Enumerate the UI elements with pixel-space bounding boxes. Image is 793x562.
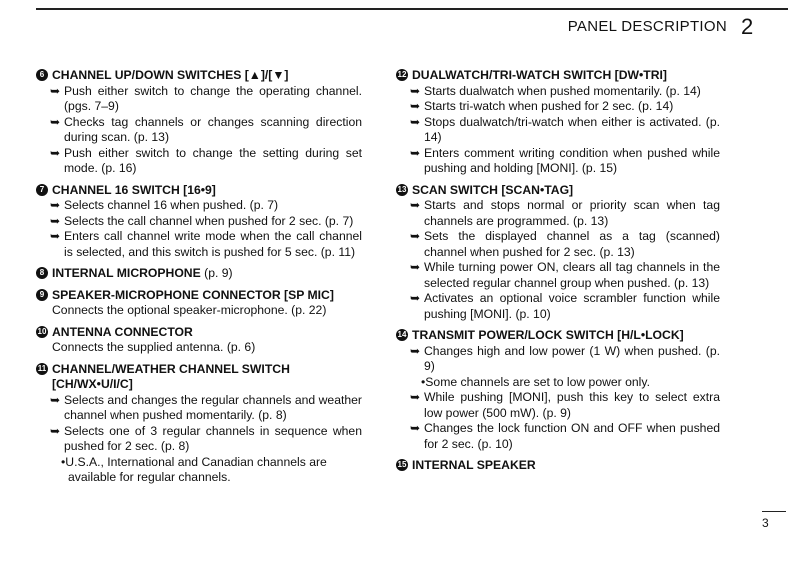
list-item: ➥ Checks tag channels or changes scanning direction during scan. (p. 13): [50, 114, 362, 144]
page-number: 3: [762, 516, 769, 530]
arrow-icon: ➥: [410, 229, 421, 243]
number-badge: 7: [36, 184, 48, 196]
arrow-icon: ➥: [410, 390, 421, 404]
arrow-icon: ➥: [410, 343, 421, 358]
section-channel-weather: [36, 362, 362, 486]
section-title: 15 INTERNAL SPEAKER: [397, 458, 536, 472]
section-title: 9 SPEAKER-MICROPHONE CONNECTOR [SP MIC]: [36, 288, 362, 304]
list-item: ➥ Push either switch to change the operating channel. (pgs. 7–9): [50, 83, 362, 113]
section-text: Connects the supplied antenna. (p. 6): [52, 340, 256, 354]
number-badge: 9: [36, 289, 48, 301]
list-item: ➥ Push either switch to change the setting during set mode. (p. 16): [50, 145, 362, 175]
page-number-rule: [762, 511, 786, 512]
section-title: 8 INTERNAL MICROPHONE (p. 9): [36, 266, 362, 282]
list-item: ➥ While pushing [MONI], push this key to select extra low power (500 mW). (p. 9): [410, 390, 720, 420]
arrow-icon: ➥: [50, 198, 61, 212]
section-title: 12 DUALWATCH/TRI-WATCH SWITCH [DW•TRI]: [397, 68, 667, 82]
section-title: 7 CHANNEL 16 SWITCH [16•9]: [36, 183, 362, 199]
section-text: Connects the optional speaker-microphone. (p. 22): [52, 303, 327, 317]
right-column: [396, 68, 720, 480]
arrow-icon: ➥: [410, 99, 421, 113]
section-title: 14 TRANSMIT POWER/LOCK SWITCH [H/L•LOCK]: [397, 328, 684, 342]
list-item: ➥ Starts dualwatch when pushed momentarily. (p. 14): [410, 83, 701, 98]
bullet-note: •Some channels are set to low power only.: [421, 374, 650, 389]
arrow-icon: ➥: [410, 260, 421, 274]
section-speaker-mic-connector: [36, 288, 362, 319]
section-transmit-power: [396, 328, 720, 452]
page-header: [567, 14, 754, 39]
section-internal-microphone: [36, 266, 362, 282]
arrow-icon: ➥: [50, 392, 61, 407]
list-item: ➥ Selects the call channel when pushed for 2 sec. (p. 7): [50, 213, 354, 228]
number-badge: 6: [36, 69, 48, 81]
number-badge: 8: [36, 267, 48, 279]
section-antenna-connector: [36, 325, 362, 356]
list-item: ➥ Selects channel 16 when pushed. (p. 7): [50, 198, 279, 212]
arrow-icon: ➥: [410, 291, 421, 305]
section-scan: [396, 183, 720, 323]
section-title-cont: [CH/WX•U/I/C]: [52, 377, 133, 391]
arrow-icon: ➥: [50, 114, 61, 129]
header-title: PANEL DESCRIPTION: [567, 18, 727, 35]
number-badge: 12: [397, 70, 407, 80]
section-dualwatch: [396, 68, 720, 177]
section-title: 13 SCAN SWITCH [SCAN•TAG]: [397, 182, 574, 197]
bullet-note: •U.S.A., International and Canadian channels are available for regular channels.: [61, 454, 327, 484]
list-item: ➥ Selects and changes the regular channels and weather channel when pushed momentarily. (p. 8): [50, 392, 362, 422]
list-item: ➥ Sets the displayed channel as a tag (scanned) channel when pushed for 2 sec. (p. 13): [410, 229, 720, 259]
arrow-icon: ➥: [50, 83, 61, 98]
arrow-icon: ➥: [50, 213, 61, 228]
list-item: ➥ Enters comment writing condition when pushed while pushing and holding [MONI]. (p. 15): [410, 145, 720, 175]
section-title: 11 CHANNEL/WEATHER CHANNEL SWITCH: [37, 361, 290, 376]
section-title: 6 CHANNEL UP/DOWN SWITCHES [▲]/[▼]: [36, 68, 362, 84]
left-column: [36, 68, 362, 492]
arrow-icon: ➥: [410, 421, 421, 435]
list-item: ➥ Changes high and low power (1 W) when pushed. (p. 9): [410, 343, 720, 373]
list-item: ➥ Changes the lock function ON and OFF when pushed for 2 sec. (p. 10): [410, 421, 720, 451]
number-badge: 15: [397, 460, 407, 470]
list-item: ➥ Starts and stops normal or priority scan when tag channels are programmed. (p. 13): [410, 198, 720, 228]
section-channel-16: [36, 183, 362, 261]
list-item: ➥ Selects one of 3 regular channels in sequence when pushed for 2 sec. (p. 8): [50, 423, 362, 453]
number-badge: 13: [397, 184, 407, 194]
arrow-icon: ➥: [410, 198, 421, 212]
chapter-number: 2: [741, 14, 754, 39]
arrow-icon: ➥: [50, 229, 61, 243]
number-badge: 11: [37, 363, 47, 373]
number-badge: 14: [397, 330, 407, 340]
arrow-icon: ➥: [50, 145, 61, 160]
list-item: ➥ While turning power ON, clears all tag channels in the selected regular channel group when pushed. (p. 13): [410, 260, 720, 290]
list-item: ➥ Activates an optional voice scrambler function while pushing [MONI]. (p. 10): [410, 291, 720, 321]
number-badge: 10: [37, 326, 47, 336]
section-channel-up-down: [36, 68, 362, 177]
arrow-icon: ➥: [410, 145, 421, 160]
arrow-icon: ➥: [50, 423, 61, 438]
list-item: ➥ Starts tri-watch when pushed for 2 sec. (p. 14): [410, 99, 674, 113]
arrow-icon: ➥: [410, 114, 421, 129]
list-item: ➥ Enters call channel write mode when the call channel is selected, and this switch is pushed for 5 sec. (p. 11): [50, 229, 362, 259]
section-title: 10 ANTENNA CONNECTOR: [37, 324, 193, 339]
section-internal-speaker: [396, 458, 720, 474]
top-rule: [36, 8, 788, 10]
arrow-icon: ➥: [410, 83, 421, 98]
list-item: ➥ Stops dualwatch/tri-watch when either is activated. (p. 14): [410, 114, 720, 144]
